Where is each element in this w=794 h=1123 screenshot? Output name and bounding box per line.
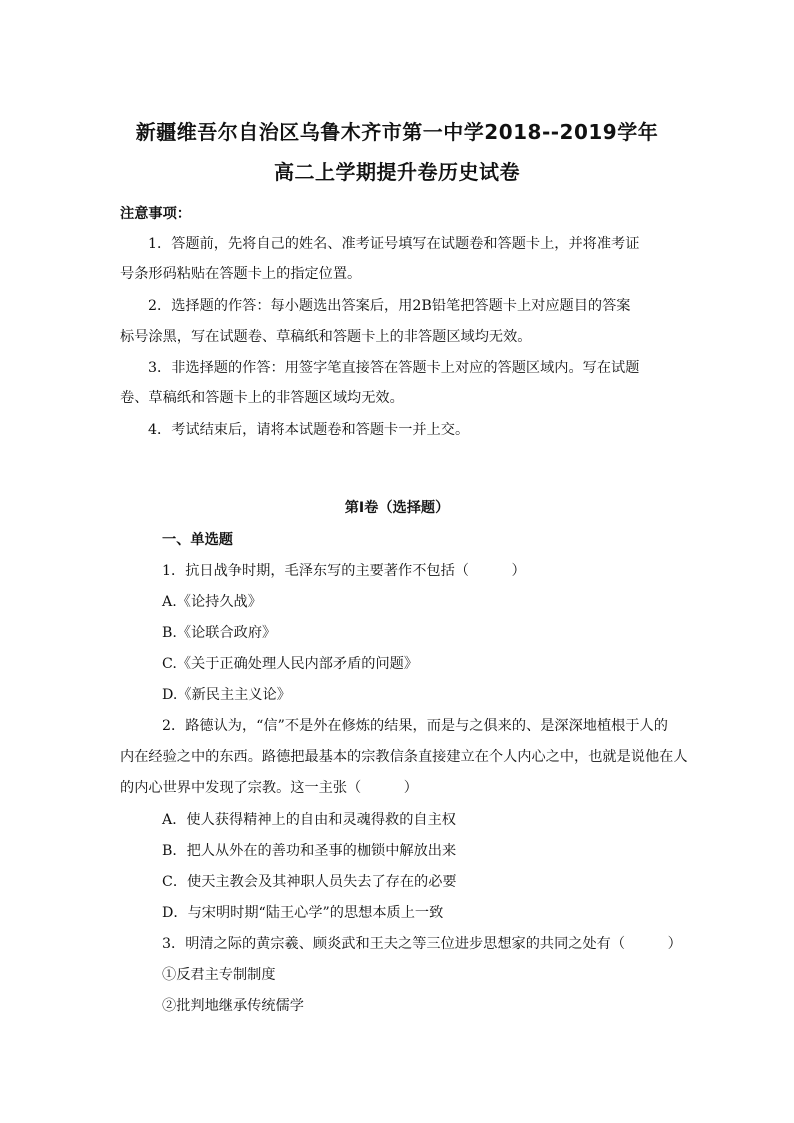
question-2-option-c: C．使天主教会及其神职人员失去了存在的必要 — [162, 874, 457, 890]
question-2-stem-line-3: 的内心世界中发现了宗教。这一主张（ ） — [120, 780, 418, 796]
question-3-stem: 3．明清之际的黄宗羲、顾炎武和王夫之等三位进步思想家的共同之处有（ ） — [162, 936, 682, 952]
question-3-statement-2: ②批判地继承传统儒学 — [162, 998, 304, 1014]
notice-item-4: 4．考试结束后，请将本试题卷和答题卡一并上交。 — [148, 422, 470, 438]
question-2-option-d: D．与宋明时期“陆王心学”的思想本质上一致 — [162, 905, 444, 921]
question-1-option-b: B.《论联合政府》 — [162, 625, 277, 641]
question-3-statement-1: ①反君主专制制度 — [162, 967, 276, 983]
notice-item-3-line-1: 3．非选择题的作答：用签字笔直接答在答题卡上对应的答题区域内。写在试题 — [148, 360, 640, 376]
notice-item-2-line-1: 2．选择题的作答：每小题选出答案后，用2B铅笔把答题卡上对应题目的答案 — [148, 298, 631, 314]
question-2-stem-line-2: 内在经验之中的东西。路德把最基本的宗教信条直接建立在个人内心之中，也就是说他在人 — [120, 749, 688, 765]
notice-item-2-line-2: 标号涂黑，写在试题卷、草稿纸和答题卡上的非答题区域均无效。 — [120, 329, 532, 345]
notice-item-3-line-2: 卷、草稿纸和答题卡上的非答题区域均无效。 — [120, 390, 404, 406]
document-title-line-2: 高二上学期提升卷历史试卷 — [274, 160, 520, 184]
notice-item-1-line-2: 号条形码粘贴在答题卡上的指定位置。 — [120, 266, 362, 282]
document-title-line-1: 新疆维吾尔自治区乌鲁木齐市第一中学2018--2019学年 — [135, 120, 659, 144]
question-2-option-b: B．把人从外在的善功和圣事的枷锁中解放出来 — [162, 843, 457, 859]
notice-heading: 注意事项： — [120, 206, 191, 222]
notice-item-1-line-1: 1．答题前，先将自己的姓名、准考证号填写在试题卷和答题卡上，并将准考证 — [148, 236, 640, 252]
part-title: 第I卷（选择题） — [344, 500, 450, 516]
question-1-option-a: A.《论持久战》 — [162, 594, 262, 610]
question-1-option-d: D.《新民主主义论》 — [162, 687, 291, 703]
question-2-stem-line-1: 2．路德认为，“信”不是外在修炼的结果，而是与之俱来的、是深深地植根于人的 — [162, 718, 668, 734]
question-1-option-c: C.《关于正确处理人民内部矛盾的问题》 — [162, 656, 419, 672]
question-1-stem: 1．抗日战争时期，毛泽东写的主要著作不包括（ ） — [162, 563, 526, 579]
section-heading: 一、单选题 — [162, 532, 233, 548]
question-2-option-a: A．使人获得精神上的自由和灵魂得救的自主权 — [162, 812, 456, 828]
